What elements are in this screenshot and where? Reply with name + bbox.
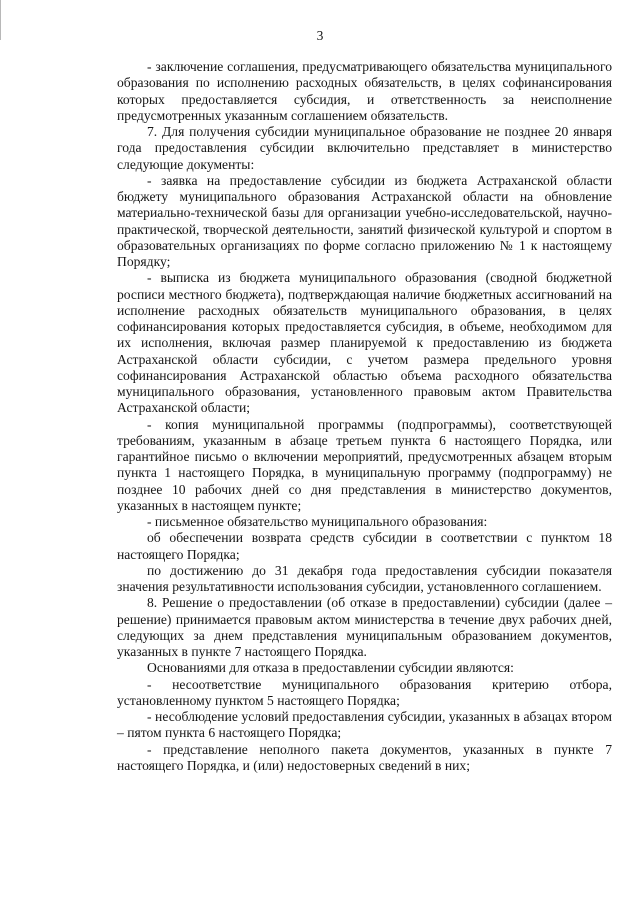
paragraph: - представление неполного пакета документов, указанных в пункте 7 настоящего Порядка, и (или) недостоверных сведений в них; [117, 741, 612, 773]
page-number: 3 [316, 28, 324, 43]
paragraph: об обеспечении возврата средств субсидии в соответствии с пунктом 18 настоящего Порядка; [117, 530, 612, 562]
paragraph: - заявка на предоставление субсидии из бюджета Астраханской области бюджету муниципального образования Астраханской области на обновление материально-технической базы для организации учебно-исследовательской, научно-практической, творческой деятельности, занятий физической культурой и спортом в образовательных организациях по форме согласно приложению № 1 к настоящему Порядку; [117, 172, 612, 269]
paragraph: - несоблюдение условий предоставления субсидии, указанных в абзацах втором – пятом пункта 6 настоящего Порядка; [117, 709, 612, 741]
paragraph: 7. Для получения субсидии муниципальное образование не позднее 20 января года предоставления субсидии включительно представляет в министерство следующие документы: [117, 124, 612, 172]
paragraph: - несоответствие муниципального образования критерию отбора, установленному пунктом 5 настоящего Порядка; [117, 676, 612, 708]
document-body [117, 59, 612, 774]
paragraph: по достижению до 31 декабря года предоставления субсидии показателя значения результативности использования субсидии, установленного соглашением. [117, 562, 612, 594]
paragraph: - копия муниципальной программы (подпрограммы), соответствующей требованиям, указанным в абзаце третьем пункта 6 настоящего Порядка, или гарантийное письмо о включении мероприятий, предусмотренных абзацем вторым пункта 1 настоящего Порядка, в муниципальную программу (подпрограмму) не позднее 10 рабочих дней со дня представления в министерство документов, указанных в настоящем пункте; [117, 416, 612, 513]
paragraph: - письменное обязательство муниципального образования: [147, 514, 488, 529]
paragraph: 8. Решение о предоставлении (об отказе в предоставлении) субсидии (далее – решение) принимается правовым актом министерства в течение двух рабочих дней, следующих за днем представления муниципальным образованием документов, указанных в пункте 7 настоящего Порядка. [117, 595, 612, 659]
paragraph: - выписка из бюджета муниципального образования (сводной бюджетной росписи местного бюджета), подтверждающая наличие бюджетных ассигнований на исполнение расходных обязательств муниципального образования, в целях софинансирования которых предоставляется субсидия, в объеме, необходимом для их исполнения, включая размер планируемой к предоставлению из бюджета Астраханской области субсидии, с учетом размера предельного уровня софинансирования Астраханской областью объема расходного обязательства муниципального образования, установленного правовым актом Правительства Астраханской области; [117, 270, 612, 416]
paragraph: Основаниями для отказа в предоставлении субсидии являются: [147, 660, 514, 676]
paragraph: - заключение соглашения, предусматривающего обязательства муниципального образования по исполнению расходных обязательств, в целях софинансирования которых предоставляется субсидия, и ответственность за неисполнение предусмотренных указанным соглашением обязательств. [117, 59, 612, 123]
